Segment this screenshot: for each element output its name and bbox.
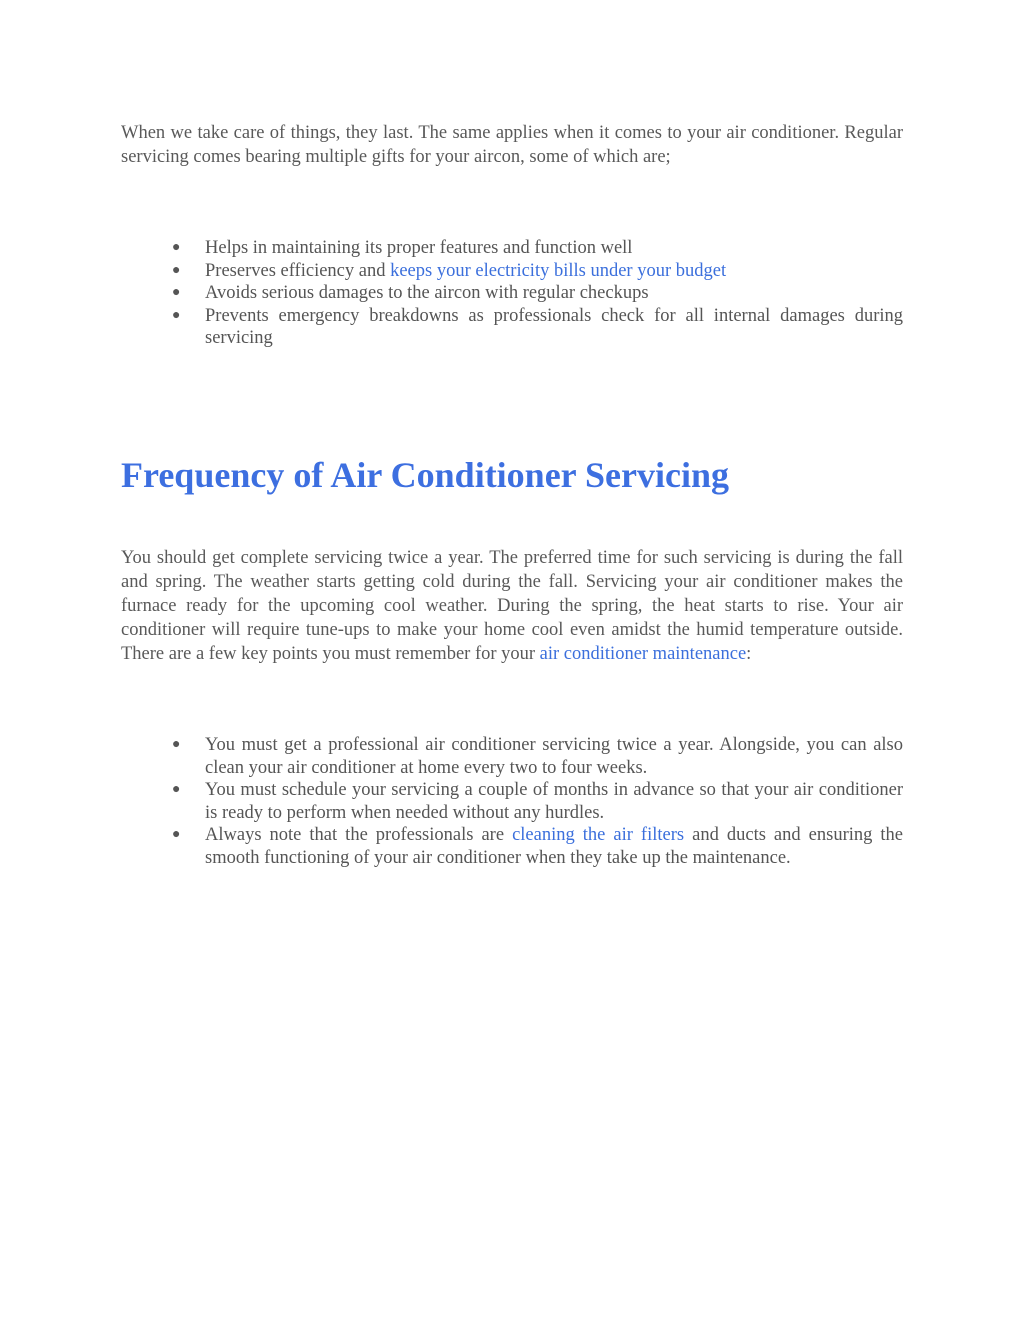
- benefit-text: Prevents emergency breakdowns as professionals check for all internal damages during servicing: [205, 305, 903, 349]
- benefit-text: Preserves efficiency and: [205, 260, 391, 281]
- benefits-list: [121, 237, 903, 350]
- tip-item: [121, 734, 903, 779]
- frequency-paragraph: [121, 546, 903, 666]
- benefit-item: [121, 237, 903, 260]
- heading-section: [121, 452, 903, 498]
- bullet-icon: ●: [172, 827, 181, 843]
- maintenance-link[interactable]: air conditioner maintenance: [539, 644, 747, 664]
- bullet-icon: ●: [172, 240, 181, 255]
- intro-paragraph: When we take care of things, they last. The same applies when it comes to your air conditioner. Regular servicing comes bearing multiple gifts for your aircon, some of which are;: [121, 123, 903, 167]
- bullet-icon: ●: [172, 285, 181, 301]
- benefit-item: [121, 305, 903, 350]
- tip-text-end: and ducts and ensuring the smooth functioning of your air conditioner when they take up the maintenance.: [205, 825, 904, 868]
- tips-list: [121, 734, 903, 870]
- benefit-item: [121, 282, 903, 305]
- frequency-section: [121, 546, 903, 666]
- frequency-text-end: :: [746, 644, 752, 664]
- bullet-icon: ●: [172, 782, 181, 798]
- bullet-icon: ●: [172, 737, 181, 752]
- benefits-section: [121, 237, 903, 350]
- section-heading: Frequency of Air Conditioner Servicing: [121, 455, 729, 495]
- air-filters-link[interactable]: cleaning the air filters: [512, 825, 685, 846]
- tip-text: Always note that the professionals are: [205, 825, 513, 846]
- tip-text: You must get a professional air conditioner servicing twice a year. Alongside, you can also clean your air conditioner at home every two to four weeks.: [205, 735, 903, 778]
- bullet-icon: ●: [172, 307, 181, 323]
- intro-section: [121, 121, 903, 169]
- tip-text: You must schedule your servicing a couple of months in advance so that your air conditioner is ready to perform when needed without any hurdles.: [205, 780, 903, 823]
- tip-item: [121, 824, 903, 869]
- electricity-bills-link[interactable]: keeps your electricity bills under your budget: [390, 260, 727, 281]
- benefit-text: Helps in maintaining its proper features and function well: [205, 238, 633, 258]
- bullet-icon: ●: [172, 262, 181, 278]
- benefit-text: Avoids serious damages to the aircon with regular checkups: [205, 283, 649, 304]
- tips-section: [121, 734, 903, 870]
- tip-item: [121, 779, 903, 824]
- frequency-text: You should get complete servicing twice a year. The preferred time for such servicing is during the fall and spring. The weather starts getting cold during the fall. Servicing your air conditioner makes the furnace ready for the upcoming cool weather. During the spring, the heat starts to rise. Your air conditioner will require tune-ups to make your home cool even amidst the humid temperature outside. There are a few key points you must remember for your: [121, 548, 903, 664]
- benefit-item: [121, 260, 903, 283]
